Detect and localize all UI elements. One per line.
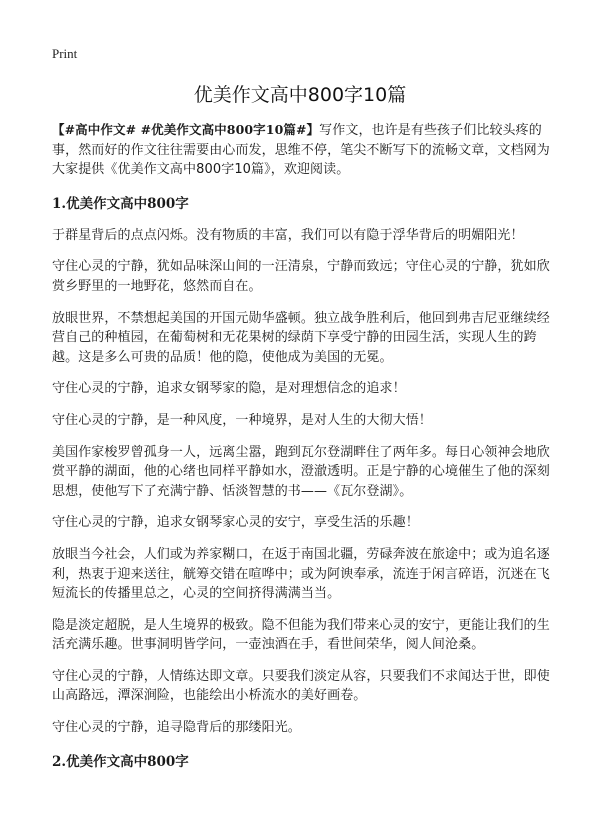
paragraph: 隐是淡定超脱，是人生境界的极致。隐不但能为我们带来心灵的安宁，更能让我们的生活充满乐趣。世事洞明皆学问，一壶浊酒在手，看世间荣华，阅人间沧桑。 [52, 617, 550, 653]
paragraph: 守住心灵的宁静，人情练达即文章。只要我们淡定从容，只要我们不求闻达于世，即使山高路远，潭深涧险，也能绘出小桥流水的美好画卷。 [52, 668, 550, 704]
paragraph: 守住心灵的宁静，犹如品味深山间的一汪清泉，宁静而致远；守住心灵的宁静，犹如欣赏乡野里的一地野花，悠然而自在。 [52, 259, 550, 294]
article-body [52, 120, 557, 784]
section-1-heading: 1.优美作文高中800字 [52, 195, 189, 212]
paragraph: 守住心灵的宁静，是一种风度，一种境界，是对人生的大彻大悟！ [52, 412, 432, 428]
section-2-heading: 2.优美作文高中800字 [52, 753, 189, 770]
paragraph: 守住心灵的宁静，追求女钢琴家心灵的安宁，享受生活的乐趣！ [52, 515, 419, 531]
page-title: 优美作文高中800字10篇 [193, 84, 407, 106]
paragraph: 守住心灵的宁静，追寻隐背后的那缕阳光。 [52, 720, 301, 736]
paragraph: 放眼世界，不禁想起美国的开国元勋华盛顿。独立战争胜利后，他回到弗吉尼亚继续经营自己的种植园，在葡萄树和无花果树的绿荫下享受宁静的田园生活，实现人生的跨越。这是多么可贵的品质！他的隐，使他成为美国的无冕。 [52, 310, 550, 365]
paragraph: 守住心灵的宁静，追求女钢琴家的隐，是对理想信念的追求！ [52, 381, 406, 397]
intro-text: 写作文，也许是有些孩子们比较头疼的事，然而好的作文往往需要由心而发，思维不停，笔尖不断写下的流畅文章，文档网为大家提供《优美作文高中800字10篇》，欢迎阅读。 [52, 123, 550, 178]
paragraph: 放眼当今社会，人们或为养家糊口，在返于南国北疆，劳碌奔波在旅途中；或为追名逐利，热衷于迎来送往，觥筹交错在喧哗中；或为阿谀奉承，流连于闲言碎语，沉迷在飞短流长的传播里总之，心灵的空间挤得满满当当。 [52, 546, 550, 602]
intro-paragraph [52, 120, 557, 180]
intro-tag: 【#高中作文# #优美作文高中800字10篇#】 [52, 122, 320, 137]
paragraph: 于群星背后的点点闪烁。没有物质的丰富，我们可以有隐于浮华背后的明媚阳光！ [52, 227, 524, 243]
paragraph: 美国作家梭罗曾孤身一人，远离尘嚣，跑到瓦尔登湖畔住了两年多。每日心领神会地欣赏平静的湖面，他的心绪也同样平静如水，澄澈透明。正是宁静的心境催生了他的深刻思想，使他写下了充满宁静、恬淡智慧的书——《瓦尔登湖》。 [52, 444, 550, 499]
print-link[interactable]: Print [52, 46, 78, 61]
